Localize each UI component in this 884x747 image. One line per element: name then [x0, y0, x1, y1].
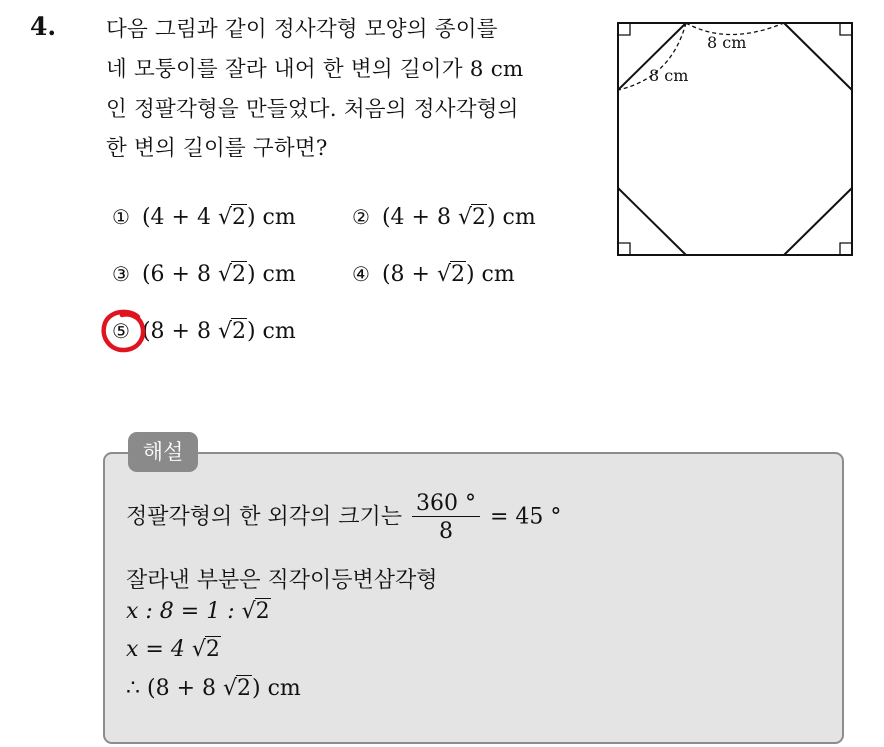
sqrt-symbol: √2 [217, 262, 246, 287]
fraction: $\frac{360 ^\circ}{8}$ [412, 491, 480, 544]
choice-3[interactable]: ③ (6 + 8 √2) cm [112, 262, 296, 287]
solution-line-3: x : 8 = 1 : √2 [126, 599, 270, 624]
choice-5[interactable]: ⑤ (8 + 8 √2) cm [112, 319, 296, 344]
octagon-diagram [603, 8, 861, 262]
choice-number: ③ [112, 262, 130, 286]
choice-2[interactable]: ② (4 + 8 √2) cm [352, 205, 536, 230]
choice-number: ② [352, 205, 370, 229]
sqrt-symbol: √2 [217, 205, 246, 230]
choice-1[interactable]: ① (4 + 4 √2) cm [112, 205, 296, 230]
octagon-figure [603, 8, 861, 266]
question-number: 4. [30, 12, 57, 41]
choice-number: ⑤ [112, 319, 130, 343]
choice-4[interactable]: ④ (8 + √2) cm [352, 262, 515, 287]
sqrt-symbol: √2 [217, 319, 246, 344]
square-outline [618, 23, 852, 255]
right-angle-mark-bl [618, 243, 630, 255]
question-line-2: 네 모퉁이를 잘라 내어 한 변의 길이가 8 cm [106, 57, 524, 82]
solution-line-4: x = 4 √2 [126, 637, 220, 662]
label-top: 8 cm [707, 33, 747, 52]
question-line-3: 인 정팔각형을 만들었다. 처음의 정사각형의 [106, 97, 519, 122]
right-angle-mark-tr [840, 23, 852, 35]
solution-line-1: 정팔각형의 한 외각의 크기는 $\frac{360 ^\circ}{8}$ = 45 ° [126, 491, 562, 544]
solution-tab: 해설 [128, 432, 198, 472]
right-angle-mark-br [840, 243, 852, 255]
sqrt-symbol: √2 [457, 205, 486, 230]
solution-line-5: ∴ (8 + 8 √2) cm [126, 676, 301, 701]
label-left: 8 cm [649, 66, 689, 85]
right-angle-mark-tl [618, 23, 630, 35]
solution-line-2: 잘라낸 부분은 직각이등변삼각형 [126, 568, 438, 593]
sqrt-symbol: √2 [436, 262, 465, 287]
sqrt-symbol: √2 [191, 637, 220, 662]
sqrt-symbol: √2 [241, 599, 270, 624]
choice-number: ① [112, 205, 130, 229]
answer-circle-mark [98, 305, 150, 357]
question-line-1: 다음 그림과 같이 정사각형 모양의 종이를 [106, 17, 498, 42]
cut-top-right [784, 23, 852, 90]
cut-bottom-right [784, 188, 852, 255]
question-line-4: 한 변의 길이를 구하면? [106, 136, 328, 161]
choice-number: ④ [352, 262, 370, 286]
sqrt-symbol: √2 [222, 676, 252, 701]
cut-bottom-left [618, 188, 686, 255]
